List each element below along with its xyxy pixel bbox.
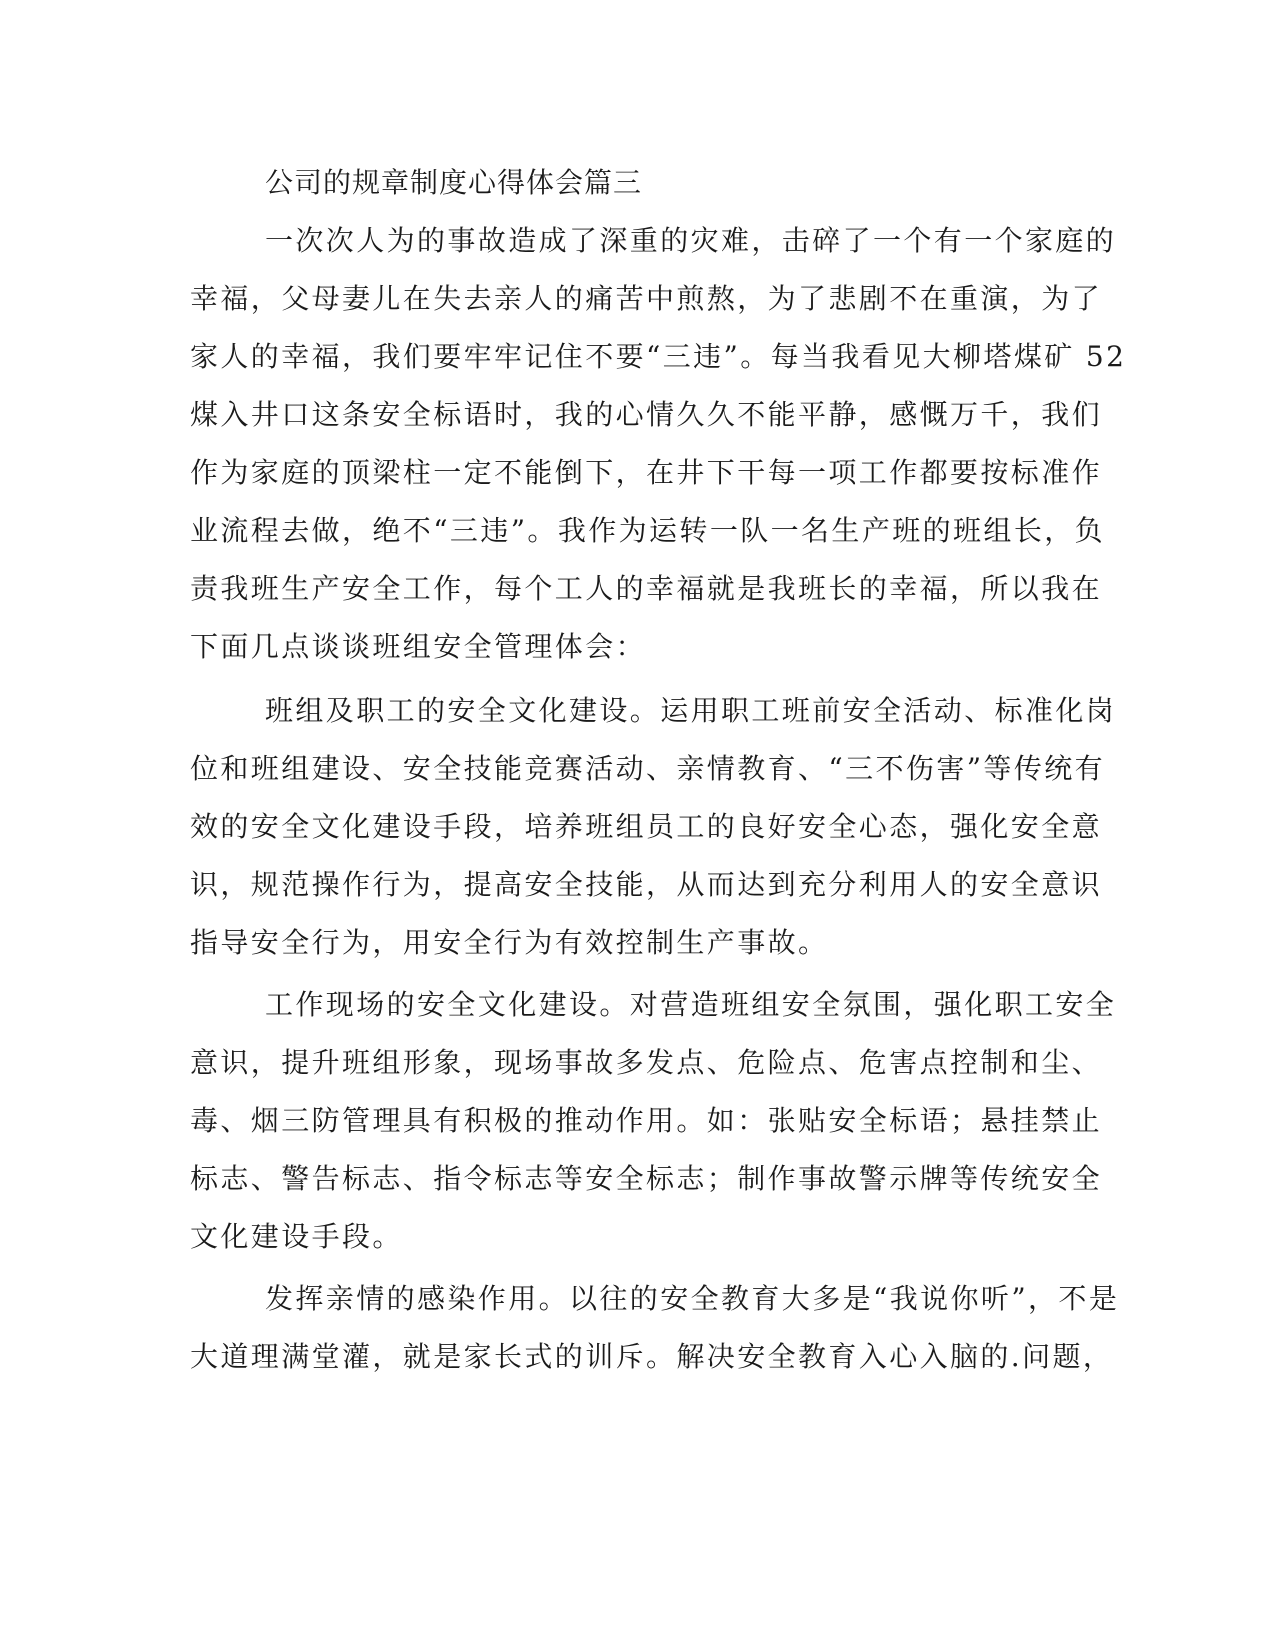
paragraph-1-line-6: 业流程去做，绝不“三违”。我作为运转一队一名生产班的班组长，负 bbox=[190, 514, 1106, 547]
paragraph-3-line-5: 文化建设手段。 bbox=[190, 1220, 403, 1253]
paragraph-1-line-7: 责我班生产安全工作，每个工人的幸福就是我班长的幸福，所以我在 bbox=[190, 572, 1103, 605]
paragraph-3-line-1: 工作现场的安全文化建设。对营造班组安全氛围，强化职工安全 bbox=[265, 988, 1117, 1021]
paragraph-1-line-8: 下面几点谈谈班组安全管理体会： bbox=[190, 630, 647, 663]
paragraph-2-line-1: 班组及职工的安全文化建设。运用职工班前安全活动、标准化岗 bbox=[265, 694, 1117, 727]
paragraph-1-line-1: 一次次人为的事故造成了深重的灾难，击碎了一个有一个家庭的 bbox=[265, 224, 1117, 257]
paragraph-2-line-4: 识，规范操作行为，提高安全技能，从而达到充分利用人的安全意识 bbox=[190, 868, 1103, 901]
paragraph-3-line-4: 标志、警告标志、指令标志等安全标志；制作事故警示牌等传统安全 bbox=[190, 1162, 1103, 1195]
paragraph-4-line-1: 发挥亲情的感染作用。以往的安全教育大多是“我说你听”，不是 bbox=[265, 1282, 1120, 1315]
paragraph-1-line-3: 家人的幸福，我们要牢牢记住不要“三违”。每当我看见大柳塔煤矿 52 bbox=[190, 340, 1127, 373]
paragraph-2-line-2: 位和班组建设、安全技能竞赛活动、亲情教育、“三不伤害”等传统有 bbox=[190, 752, 1106, 785]
document-title: 公司的规章制度心得体会篇三 bbox=[265, 166, 643, 199]
paragraph-4-line-2: 大道理满堂灌，就是家长式的训斥。解决安全教育入心入脑的.问题， bbox=[190, 1340, 1114, 1373]
paragraph-1-line-4: 煤入井口这条安全标语时，我的心情久久不能平静，感慨万千，我们 bbox=[190, 398, 1103, 431]
paragraph-1-line-5: 作为家庭的顶梁柱一定不能倒下，在井下干每一项工作都要按标准作 bbox=[190, 456, 1103, 489]
paragraph-2-line-5: 指导安全行为，用安全行为有效控制生产事故。 bbox=[190, 926, 829, 959]
paragraph-1-line-2: 幸福，父母妻儿在失去亲人的痛苦中煎熬，为了悲剧不在重演，为了 bbox=[190, 282, 1103, 315]
paragraph-2-line-3: 效的安全文化建设手段，培养班组员工的良好安全心态，强化安全意 bbox=[190, 810, 1103, 843]
paragraph-3-line-3: 毒、烟三防管理具有积极的推动作用。如：张贴安全标语；悬挂禁止 bbox=[190, 1104, 1103, 1137]
paragraph-3-line-2: 意识，提升班组形象，现场事故多发点、危险点、危害点控制和尘、 bbox=[190, 1046, 1103, 1079]
